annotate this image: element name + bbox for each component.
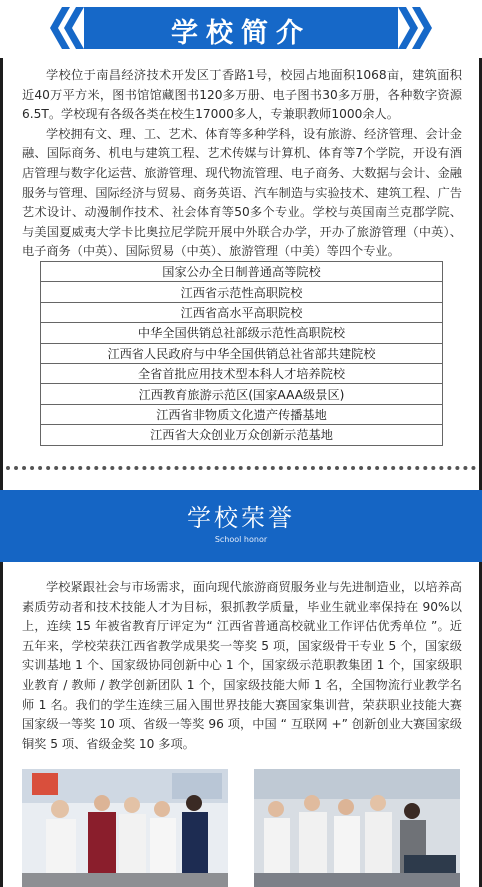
table-row [41,343,443,363]
honor-section-subtitle: School honor [214,535,268,544]
table-cell: 江西省大众创业万众创新示范基地 [41,425,443,445]
close-button[interactable] [12,10,46,44]
more-options-button[interactable] [438,10,480,44]
table-row [41,363,443,383]
visit-photo-2 [254,769,460,887]
table-row [41,323,443,343]
page-header [0,0,482,58]
table-cell: 江西省高水平高职院校 [41,302,443,322]
table-row [41,302,443,322]
table-row [41,384,443,404]
section-divider [6,466,476,470]
title-banner [84,7,398,49]
table-cell: 江西省非物质文化遗产传播基地 [41,404,443,424]
table-row [41,404,443,424]
honor-paragraph: 学校紧跟社会与市场需求，面向现代旅游商贸服务业与先进制造业，以培养高素质劳动者和技术技能人才为目标，狠抓教学质量，毕业生就业率保持在 90%以上，连续 15 年被省教育厅评定为“ 江西省普通高校就业工作评估优秀单位 ”。近五年来，学校荣获江西省教学成果奖一等奖 5 项，国家级骨干专业 5 个，国家级实训基地 1 个、国家级协同创新中心 1 个，国家级示范职教集团 1 个，国家级职业教育 / 教师 / 教学创新团队 1 个，国家级技能大师 1 名，全国物流行业教学名师 1 名。我们的学生连续三届入围世界技能大赛国家集训营，荣获职业技能大赛国家级一等奖 10 项、省级一等奖 96 项，中国 “ 互联网 +” 创新创业大赛国家级铜奖 5 项、省级金奖 10 多项。 [22,580,462,751]
table-row [41,282,443,302]
intro-text [22,66,462,262]
table-cell: 中华全国供销总社部级示范性高职院校 [41,323,443,343]
school-titles-table [40,261,443,446]
honor-section-title: 学校荣誉 [187,504,295,532]
honor-text [22,578,462,754]
table-cell: 江西省人民政府与中华全国供销总社省部共建院校 [41,343,443,363]
more-icon: ••• [438,13,480,38]
intro-paragraph: 学校位于南昌经济技术开发区丁香路1号，校园占地面积1068亩，建筑面积近40万平方米，图书馆馆藏图书120多万册、电子图书30多万册，各种数字资源6.5T。学校现有各级各类在校生17000多人，专兼职教师1000余人。 [22,68,462,122]
page-title: 学校简介 [171,18,311,49]
visit-photo-1 [22,769,228,887]
table-row [41,262,443,282]
intro-paragraph: 学校拥有文、理、工、艺术、体育等多种学科，设有旅游、经济管理、会计金融、国际商务、机电与建筑工程、艺术传媒与计算机、体育等7个学院，开设有酒店管理与数字化运营、旅游管理、现代物流管理、电子商务、大数据与会计、金融服务与管理、国际经济与贸易、商务英语、汽车制造与实验技术、建筑工程、广告艺术设计、动漫制作技术、社会体育等50多个专业。学校与英国南兰克郡学院、与美国夏威夷大学卡比奥拉尼学院开展中外联合办学，开办了旅游管理（中英）、电子商务（中英）、国际贸易（中英）、旅游管理（中美）等四个专业。 [22,126,462,259]
table-cell: 江西教育旅游示范区(国家AAA级景区) [41,384,443,404]
table-cell: 江西省示范性高职院校 [41,282,443,302]
table-row [41,425,443,445]
close-icon: ✕ [16,9,42,44]
table-cell: 全省首批应用技术型本科人才培养院校 [41,363,443,383]
table-cell: 国家公办全日制普通高等院校 [41,262,443,282]
honor-section-header [0,490,482,562]
